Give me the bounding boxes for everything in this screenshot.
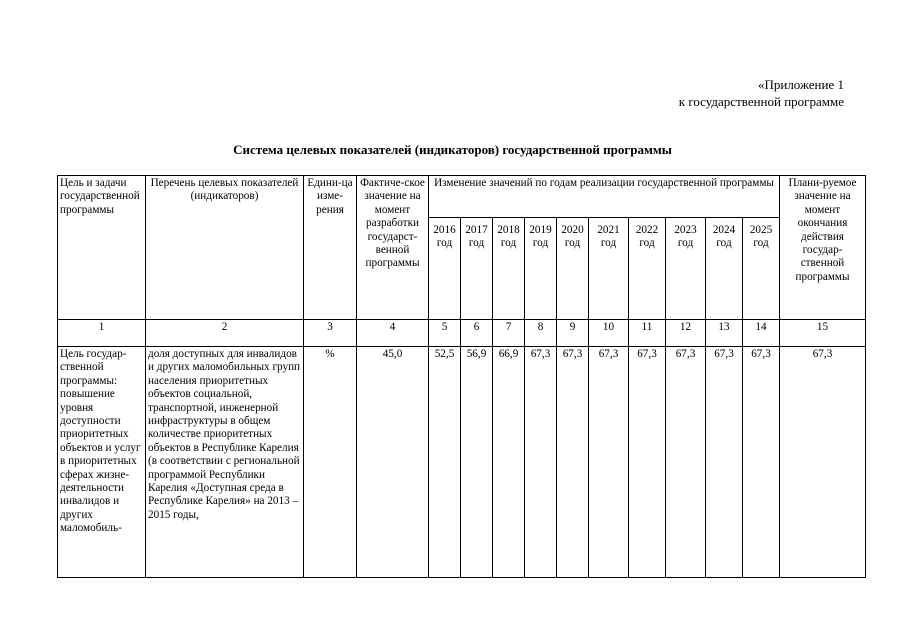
year-value-cell: 66,9 [493, 347, 525, 578]
year-value-cell: 67,3 [706, 347, 743, 578]
year-value-cell: 56,9 [461, 347, 493, 578]
table-row [58, 347, 866, 578]
column-number: 1 [58, 320, 146, 347]
year-value-cell: 67,3 [589, 347, 629, 578]
actual-value-cell: 45,0 [357, 347, 429, 578]
header-indicators: Перечень целевых показателей (индикаторов) [146, 176, 304, 320]
column-number: 3 [304, 320, 357, 347]
column-number: 15 [780, 320, 866, 347]
header-year: 2021 год [589, 218, 629, 320]
indicator-cell [146, 347, 304, 578]
goal-cell [58, 347, 146, 578]
column-number-row [58, 320, 866, 347]
header-year: 2019 год [525, 218, 557, 320]
indicators-table [57, 175, 866, 578]
header-year: 2022 год [629, 218, 666, 320]
goal-text: Цель государ-ственной программы: повышение уровня доступности приоритетных объектов и услуг в приоритетных сферах жизне-деятельности инвалидов и других маломобиль- [60, 348, 141, 535]
appendix-line-1: «Приложение 1 [757, 77, 844, 92]
column-number: 4 [357, 320, 429, 347]
header-unit: Едини-ца изме-рения [304, 176, 357, 320]
column-number: 8 [525, 320, 557, 347]
column-number: 10 [589, 320, 629, 347]
header-yearly-change: Изменение значений по годам реализации государственной программы [429, 176, 780, 218]
column-number: 6 [461, 320, 493, 347]
header-year: 2025 год [743, 218, 780, 320]
header-year: 2024 год [706, 218, 743, 320]
header-year: 2023 год [666, 218, 706, 320]
year-value-cell: 67,3 [666, 347, 706, 578]
unit-cell: % [304, 347, 357, 578]
planned-value-cell: 67,3 [780, 347, 866, 578]
header-actual-value: Фактиче-ское значение на момент разработки государст-венной программы [357, 176, 429, 320]
year-value-cell: 67,3 [629, 347, 666, 578]
appendix-line-2: к государственной программе [678, 94, 844, 109]
header-planned-value: Плани-руемое значение на момент окончания действия государ-ственной программы [780, 176, 866, 320]
column-number: 13 [706, 320, 743, 347]
column-number: 7 [493, 320, 525, 347]
column-number: 5 [429, 320, 461, 347]
year-value-cell: 67,3 [743, 347, 780, 578]
header-goal: Цель и задачи государственной программы [58, 176, 146, 320]
year-value-cell: 67,3 [557, 347, 589, 578]
column-number: 11 [629, 320, 666, 347]
document-title: Система целевых показателей (индикаторов) государственной программы [233, 142, 672, 157]
header-year: 2020 год [557, 218, 589, 320]
column-number: 9 [557, 320, 589, 347]
appendix-note [679, 76, 844, 110]
year-value-cell: 52,5 [429, 347, 461, 578]
column-number: 2 [146, 320, 304, 347]
column-number: 12 [666, 320, 706, 347]
header-year: 2016 год [429, 218, 461, 320]
column-number: 14 [743, 320, 780, 347]
year-value-cell: 67,3 [525, 347, 557, 578]
indicator-text: доля доступных для инвалидов и других маломобильных групп населения приоритетных объектов социальной, транспортной, инженерной инфраструктуры в общем количестве приоритетных объектов в Республике Карелия (в соответствии с региональной программой Республики Карелия «Доступная среда в Республике Карелия» на 2013 – 2015 годы, [148, 348, 301, 521]
header-year: 2017 год [461, 218, 493, 320]
header-year: 2018 год [493, 218, 525, 320]
